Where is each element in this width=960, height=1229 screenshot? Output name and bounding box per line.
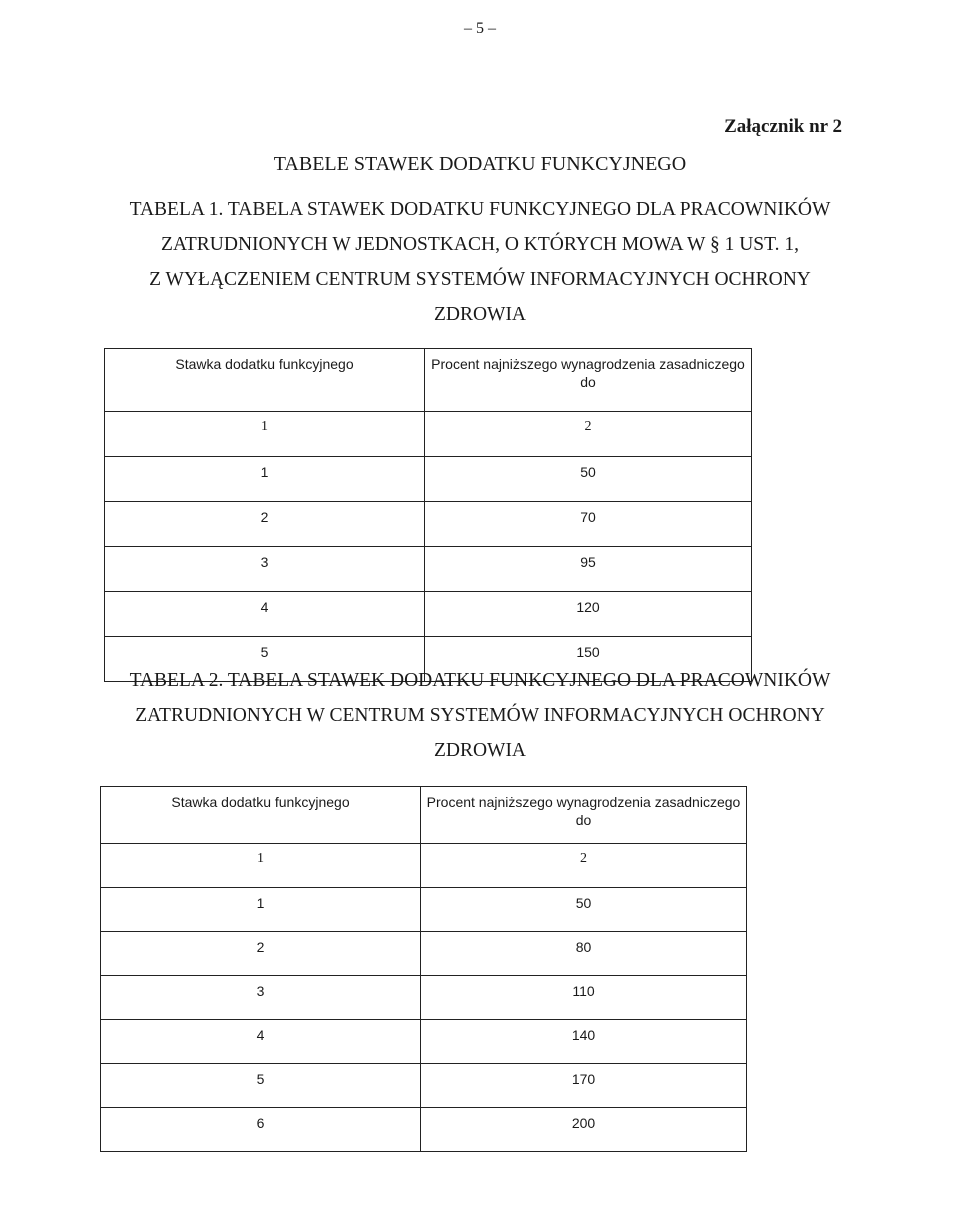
rate-cell: 4 [101, 1020, 421, 1064]
table-row [101, 1108, 747, 1152]
table-row [101, 932, 747, 976]
percent-cell: 70 [425, 502, 752, 547]
rate-cell: 1 [101, 888, 421, 932]
percent-cell: 120 [425, 592, 752, 637]
rate-cell: 2 [105, 502, 425, 547]
rate-cell: 4 [105, 592, 425, 637]
table1-heading-line: Z WYŁĄCZENIEM CENTRUM SYSTEMÓW INFORMACYJNYCH OCHRONY [149, 269, 811, 290]
table-row [101, 888, 747, 932]
table1-heading-line: TABELA 1. TABELA STAWEK DODATKU FUNKCYJNEGO DLA PRACOWNIKÓW [129, 199, 831, 220]
percent-cell: 170 [421, 1064, 747, 1108]
percent-cell: 80 [421, 932, 747, 976]
column-number-row [105, 412, 752, 457]
table2 [100, 786, 747, 1152]
table2-heading-line: TABELA 2. TABELA STAWEK DODATKU FUNKCYJNEGO DLA PRACOWNIKÓW [129, 670, 831, 691]
column-header-percent: Procent najniższego wynagrodzenia zasadniczego do [421, 787, 747, 844]
column-header-rate: Stawka dodatku funkcyjnego [105, 349, 425, 412]
table2-heading-line: ZDROWIA [433, 740, 527, 761]
main-title: TABELE STAWEK DODATKU FUNKCYJNEGO [273, 153, 687, 175]
table1-heading [60, 192, 900, 332]
column-number: 1 [105, 412, 425, 457]
percent-cell: 50 [425, 457, 752, 502]
rate-cell: 3 [101, 976, 421, 1020]
column-header-rate: Stawka dodatku funkcyjnego [101, 787, 421, 844]
percent-cell: 150 [425, 637, 752, 682]
table2-heading [60, 663, 900, 768]
column-number: 1 [101, 844, 421, 888]
percent-cell: 95 [425, 547, 752, 592]
percent-cell: 140 [421, 1020, 747, 1064]
percent-cell: 50 [421, 888, 747, 932]
table1-heading-line: ZDROWIA [433, 304, 527, 325]
table-row [105, 502, 752, 547]
table-row [105, 457, 752, 502]
table-row [101, 1020, 747, 1064]
column-number: 2 [425, 412, 752, 457]
rate-cell: 2 [101, 932, 421, 976]
percent-cell: 200 [421, 1108, 747, 1152]
table-header-row [101, 787, 747, 844]
table1-heading-line: ZATRUDNIONYCH W JEDNOSTKACH, O KTÓRYCH MOWA W § 1 UST. 1, [161, 234, 799, 255]
rate-cell: 1 [105, 457, 425, 502]
column-number: 2 [421, 844, 747, 888]
rate-cell: 6 [101, 1108, 421, 1152]
table-row [105, 547, 752, 592]
rate-cell: 5 [105, 637, 425, 682]
rate-cell: 5 [101, 1064, 421, 1108]
table-row [101, 1064, 747, 1108]
table2-heading-line: ZATRUDNIONYCH W CENTRUM SYSTEMÓW INFORMACYJNYCH OCHRONY [135, 705, 825, 726]
column-header-percent: Procent najniższego wynagrodzenia zasadniczego do [425, 349, 752, 412]
table-header-row [105, 349, 752, 412]
rate-cell: 3 [105, 547, 425, 592]
percent-cell: 110 [421, 976, 747, 1020]
page-number: – 5 – [464, 20, 496, 37]
column-number-row [101, 844, 747, 888]
annex-label: Załącznik nr 2 [724, 116, 842, 137]
table-row [105, 592, 752, 637]
table-row [101, 976, 747, 1020]
table1 [104, 348, 752, 682]
